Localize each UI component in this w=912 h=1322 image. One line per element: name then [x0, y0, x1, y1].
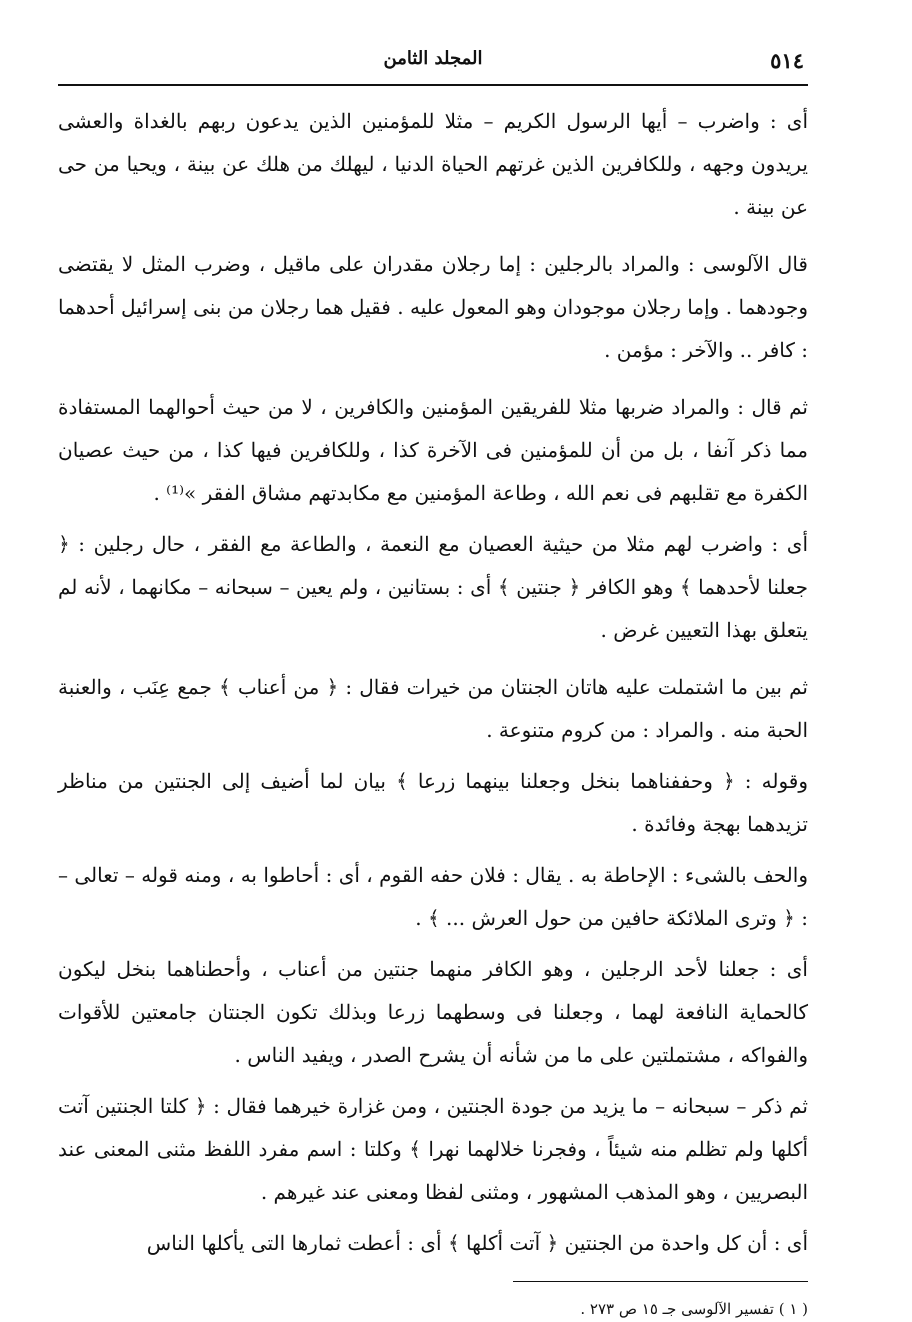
paragraph-8: أى : جعلنا لأحد الرجلين ، وهو الكافر منهما جنتين من أعناب ، وأحطناهما بنخل ليكون كالحماية النافعة لهما ، وجعلنا فى وسطهما زرعا وبذلك تكون الجنتان جامعتين للأقوات والفواكه ، مشتملتين على ما من شأنه أن يشرح الصدر ، ويفيد الناس . — [58, 957, 808, 1067]
book-page — [58, 40, 808, 1322]
volume-title: المجلد الثامن — [383, 48, 483, 69]
paragraph-6: وقوله : ﴿ وحففناهما بنخل وجعلنا بينهما زرعا ﴾ بيان لما أضيف إلى الجنتين من مناظر تزيدهما بهجة وفائدة . — [58, 769, 808, 836]
paragraph-4: أى : واضرب لهم مثلا من حيثية العصيان مع النعمة ، والطاعة مع الفقر ، حال رجلين : ﴿ جعلنا لأحدهما ﴾ وهو الكافر ﴿ جنتين ﴾ أى : بستانين ، ولم يعين – سبحانه – مكانهما ، لأنه لم يتعلق بهذا التعيين غرض . — [58, 532, 808, 642]
paragraph-5: ثم بين ما اشتملت عليه هاتان الجنتان من خيرات فقال : ﴿ من أعناب ﴾ جمع عِنَب ، والعنبة الحبة منه . والمراد : من كروم متنوعة . — [58, 675, 808, 742]
body-text — [58, 100, 808, 1265]
running-header — [58, 40, 808, 86]
footnote-divider — [513, 1281, 808, 1282]
paragraph-7: والحف بالشىء : الإحاطة به . يقال : فلان حفه القوم ، أى : أحاطوا به ، ومنه قوله – تعالى – : ﴿ وترى الملائكة حافين من حول العرش ... ﴾ . — [58, 863, 808, 930]
footnote: ( ١ ) تفسير الآلوسى جـ ١٥ ص ٢٧٣ . — [580, 1300, 808, 1318]
paragraph-9: ثم ذكر – سبحانه – ما يزيد من جودة الجنتين ، ومن غزارة خيرهما فقال : ﴿ كلتا الجنتين آتت أكلها ولم تظلم منه شيئاً ، وفجرنا خلالهما نهرا ﴾ وكلتا : اسم مفرد اللفظ مثنى المعنى عند البصريين ، وهو المذهب المشهور ، ومثنى لفظا ومعنى عند غيرهم . — [58, 1094, 809, 1204]
paragraph-2: قال الآلوسى : والمراد بالرجلين : إما رجلان مقدران على ماقيل ، وضرب المثل لا يقتضى وجودهما . وإما رجلان موجودان وهو المعول عليه . فقيل هما رجلان من بنى إسرائيل أحدهما : كافر .. والآخر : مؤمن . — [58, 252, 808, 362]
page-number: ٥١٤ — [770, 48, 804, 73]
paragraph-1: أى : واضرب – أيها الرسول الكريم – مثلا للمؤمنين الذين يدعون ربهم بالغداة والعشى يريدون وجهه ، وللكافرين الذين غرتهم الحياة الدنيا ، ليهلك من هلك عن بينة ، ويحيا من حى عن بينة . — [58, 109, 808, 219]
paragraph-3: ثم قال : والمراد ضربها مثلا للفريقين المؤمنين والكافرين ، لا من حيث أحوالهما المستفادة مما ذكر آنفا ، بل من أن للمؤمنين فى الآخرة كذا ، وللكافرين فيها كذا ، من حيث عصيان الكفرة مع تقلبهم فى نعم الله ، وطاعة المؤمنين مع مكابدتهم مشاق الفقر »⁽¹⁾ . — [58, 395, 808, 505]
paragraph-10: أى : أن كل واحدة من الجنتين ﴿ آتت أكلها ﴾ أى : أعطت ثمارها التى يأكلها الناس — [146, 1231, 808, 1255]
